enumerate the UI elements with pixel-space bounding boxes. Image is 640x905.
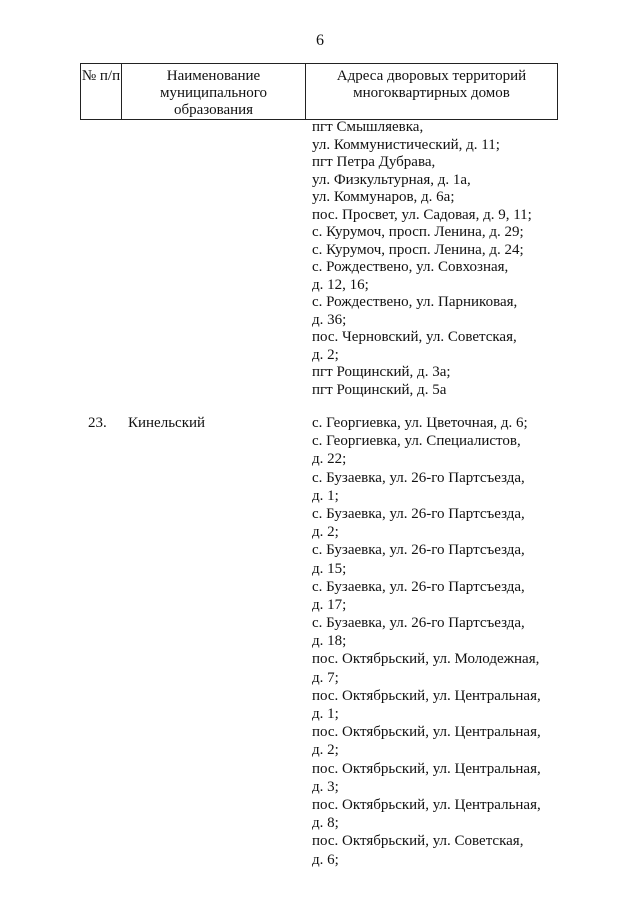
address-line: с. Георгиевка, ул. Цветочная, д. 6; <box>312 415 528 431</box>
address-line: пос. Октябрьский, ул. Центральная, <box>312 760 541 777</box>
address-line: д. 6; <box>312 851 339 868</box>
address-line: д. 1; <box>312 487 339 504</box>
address-line: пгт Петра Дубрава, <box>312 154 436 170</box>
address-line: с. Курумоч, просп. Ленина, д. 24; <box>312 241 524 258</box>
header-addresses: Адреса дворовых территорий многоквартирных домов <box>336 68 527 101</box>
address-line: д. 1; <box>312 706 339 722</box>
address-line: д. 2; <box>312 742 339 759</box>
address-line: с. Курумоч, просп. Ленина, д. 29; <box>312 224 524 240</box>
address-line: пгт Рощинский, д. 3а; <box>312 364 451 380</box>
address-line: ул. Коммунаров, д. 6а; <box>312 189 455 205</box>
address-line: с. Бузаевка, ул. 26-го Партсъезда, <box>312 505 525 522</box>
continued-addresses <box>312 119 532 399</box>
address-line: пос. Октябрьский, ул. Советская, <box>312 833 524 850</box>
municipality-name: Кинельский <box>128 415 206 431</box>
address-line: пос. Октябрьский, ул. Центральная, <box>312 687 541 704</box>
address-line: д. 7; <box>312 669 339 686</box>
address-line: с. Рождествено, ул. Парниковая, <box>312 294 518 310</box>
address-line: с. Георгиевка, ул. Специалистов, <box>312 433 521 450</box>
address-line: д. 17; <box>312 596 347 613</box>
address-line: д. 12, 16; <box>312 276 369 293</box>
address-line: с. Бузаевка, ул. 26-го Партсъезда, <box>312 615 525 632</box>
address-line: пос. Просвет, ул. Садовая, д. 9, 11; <box>312 206 532 223</box>
address-line: ул. Физкультурная, д. 1а, <box>312 171 471 188</box>
address-line: пос. Черновский, ул. Советская, <box>312 329 517 345</box>
address-line: д. 15; <box>312 560 347 577</box>
address-line: д. 8; <box>312 815 339 832</box>
address-line: д. 18; <box>312 633 347 650</box>
address-line: пгт Смышляевка, <box>312 119 424 135</box>
address-line: д. 2; <box>312 346 339 363</box>
address-line: пос. Октябрьский, ул. Центральная, <box>312 796 541 813</box>
address-line: с. Рождествено, ул. Совхозная, <box>312 259 509 275</box>
address-line: с. Бузаевка, ул. 26-го Партсъезда, <box>312 578 525 595</box>
address-line: с. Бузаевка, ул. 26-го Партсъезда, <box>312 469 525 486</box>
address-line: д. 36; <box>312 311 347 328</box>
row-23-addresses <box>312 414 541 869</box>
address-line: пгт Рощинский, д. 5а <box>312 381 447 398</box>
row-number: 23. <box>88 415 107 431</box>
address-line: д. 22; <box>312 451 347 468</box>
header-number: № п/п <box>81 64 122 119</box>
address-line: д. 2; <box>312 524 339 541</box>
address-line: пос. Октябрьский, ул. Молодежная, <box>312 651 540 668</box>
address-line: с. Бузаевка, ул. 26-го Партсъезда, <box>312 542 525 559</box>
table-header <box>80 63 558 120</box>
address-line: пос. Октябрьский, ул. Центральная, <box>312 724 541 741</box>
header-municipality: Наименование муниципального образования <box>122 64 306 119</box>
address-line: д. 3; <box>312 778 339 795</box>
address-line: ул. Коммунистический, д. 11; <box>312 136 500 153</box>
page-number: 6 <box>316 32 324 49</box>
